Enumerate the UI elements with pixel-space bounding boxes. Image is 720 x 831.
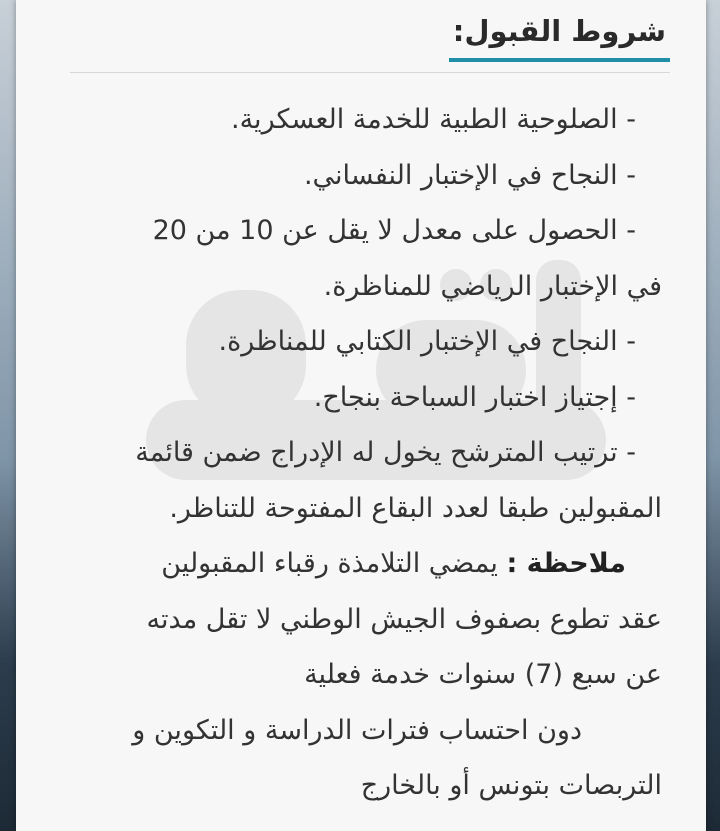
note-line: عن سبع (7) سنوات خدمة فعلية [304, 659, 662, 690]
condition-line: - ترتيب المترشح يخول له الإدراج ضمن قائمة [135, 437, 636, 468]
conditions-content [72, 92, 662, 814]
condition-line: في الإختبار الرياضي للمناظرة. [323, 270, 662, 302]
condition-line: - الصلوحية الطبية للخدمة العسكرية. [231, 104, 636, 135]
background-right [706, 0, 720, 831]
note-text: يمضي التلامذة رقباء المقبولين [161, 548, 498, 579]
condition-line: - النجاح في الإختبار الكتابي للمناظرة. [218, 326, 636, 357]
condition-line: - النجاح في الإختبار النفساني. [303, 159, 636, 191]
condition-line: المقبولين طبقا لعدد البقاع المفتوحة للتناظر. [169, 492, 662, 524]
note-line: دون احتساب فترات الدراسة و التكوين و [132, 714, 582, 746]
note-line: عقد تطوع بصفوف الجيش الوطني لا تقل مدته [146, 603, 662, 635]
article-card [16, 0, 706, 831]
note-label: ملاحظة : [506, 548, 626, 579]
section-heading: شروط القبول: [449, 10, 670, 62]
note-line: التربصات بتونس أو بالخارج [360, 770, 662, 801]
section-heading-wrap [449, 10, 670, 62]
condition-line: - إجتياز اختبار السباحة بنجاح. [313, 381, 636, 413]
note-first-line [72, 536, 662, 592]
condition-line: - الحصول على معدل لا يقل عن 10 من 20 [152, 215, 636, 246]
heading-divider [70, 72, 670, 73]
